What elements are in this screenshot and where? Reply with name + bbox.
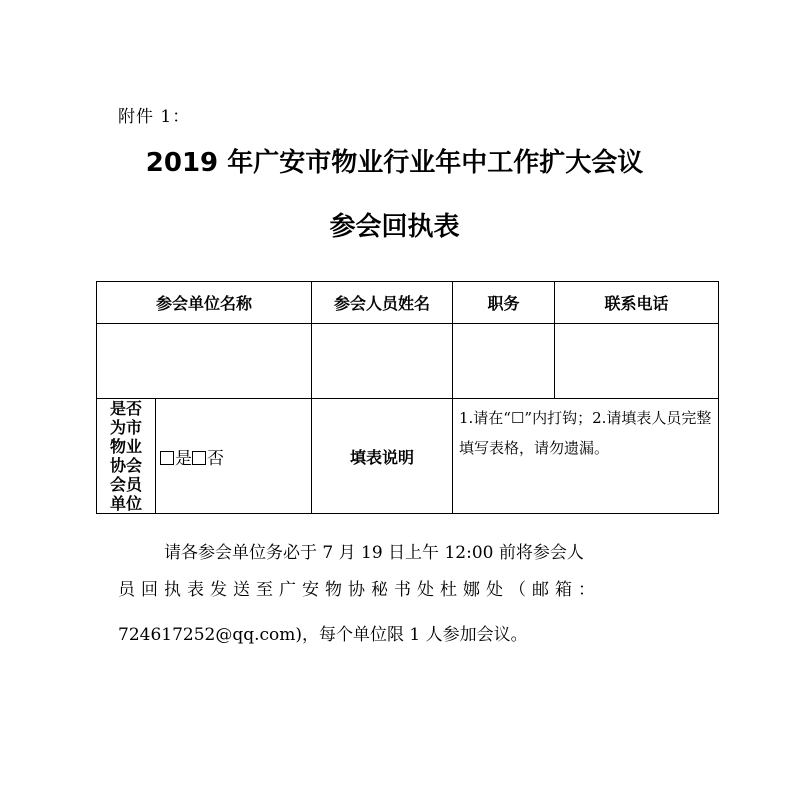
attachment-label: 附件 1：: [118, 107, 191, 127]
no-label: 否: [207, 448, 224, 469]
yes-checkbox[interactable]: [160, 451, 174, 465]
membership-question-line: 为市: [109, 418, 142, 437]
header-attendee-name: 参会人员姓名: [312, 282, 453, 324]
attendee-name-cell[interactable]: [312, 324, 453, 399]
membership-row: [97, 399, 719, 514]
yes-label: 是: [175, 448, 192, 469]
membership-question-line: 物业: [109, 437, 142, 456]
header-phone: 联系电话: [555, 282, 719, 324]
table-header-row: [97, 282, 719, 324]
notice-line-2: 员回执表发送至广安物协秘书处杜娜处（邮箱：: [118, 580, 601, 600]
instructions-text: 1.请在“☐”内打钩；2.请填表人员完整填写表格，请勿遗漏。: [453, 399, 719, 514]
membership-question-line: 协会: [109, 456, 142, 475]
notice-line-3: 724617252@qq.com)，每个单位限 1 人参加会议。: [118, 625, 528, 645]
membership-question: [97, 399, 156, 514]
membership-question-line: 会员: [109, 475, 142, 494]
reply-form-table: [96, 281, 719, 514]
no-checkbox[interactable]: [192, 451, 206, 465]
header-unit-name: 参会单位名称: [97, 282, 312, 324]
membership-options: [156, 399, 312, 514]
position-cell[interactable]: [453, 324, 555, 399]
unit-name-cell[interactable]: [97, 324, 312, 399]
document-title: 2019 年广安市物业行业年中工作扩大会议: [145, 148, 644, 178]
header-position: 职务: [453, 282, 555, 324]
instructions-label: 填表说明: [312, 399, 453, 514]
table-input-row: [97, 324, 719, 399]
membership-question-line: 是否: [109, 399, 142, 418]
phone-cell[interactable]: [555, 324, 719, 399]
document-subtitle: 参会回执表: [329, 212, 460, 242]
notice-line-1: 请各参会单位务必于 7 月 19 日上午 12:00 前将参会人: [164, 543, 584, 563]
membership-question-line: 单位: [109, 494, 142, 513]
